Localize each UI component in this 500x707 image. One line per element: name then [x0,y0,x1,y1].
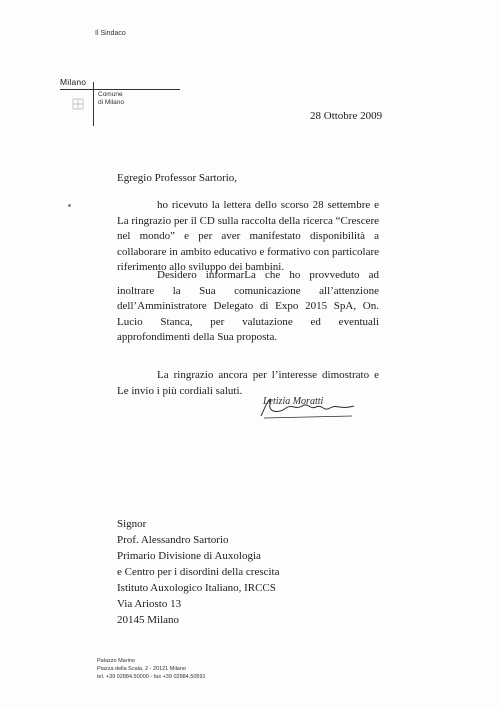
comune-logo [60,72,180,132]
address-line: 20145 Milano [117,614,180,626]
logo-comune-line1: Comune [98,91,123,98]
address-line: Primario Divisione di Auxologia [117,550,261,562]
logo-vertical-rule [93,82,94,126]
footer-line-1: Palazzo Marino [97,658,135,664]
logo-city: Milano [60,77,87,87]
body-paragraph-2: Desidero informarLa che ho provveduto ad inoltrare la Sua comunicazione all’attenzione dell’Amministratore Delegato di Expo 2015 SpA, On. Lucio Stanca, per valutazione ed eventuali approfondimenti della Sua proposta. [117,269,379,343]
address-line: Via Ariosto 13 [117,598,182,610]
logo-horizontal-rule [60,89,180,90]
crest-icon [72,98,84,110]
address-line: Istituto Auxologico Italiano, IRCCS [117,582,276,594]
address-line: e Centro per i disordini della crescita [117,566,280,578]
signature-name: Letizia Moratti [263,396,324,407]
letterhead-footer [97,657,206,681]
office-title: Il Sindaco [95,30,126,37]
body-paragraph-3: La ringrazio ancora per l’interesse dimostrato e Le invio i più cordiali saluti. [117,369,379,397]
footer-line-2: Piazza della Scala, 2 - 20121 Milano [97,666,186,672]
letter-date: 28 Ottobre 2009 [310,110,383,122]
body-paragraph-1: ho ricevuto la lettera dello scorso 28 settembre e La ringrazio per il CD sulla raccolta della ricerca “Crescere nel mondo” e per aver manifestato disponibilità a collaborare in ambito educativo e formativo con particolare riferimento allo sviluppo dei bambini. [117,199,379,273]
paper-speck [68,204,71,207]
salutation: Egregio Professor Sartorio, [117,172,238,184]
recipient-address [117,516,280,628]
logo-comune-text [98,91,178,107]
address-line: Prof. Alessandro Sartorio [117,534,229,546]
logo-comune-line2: di Milano [98,99,125,106]
footer-line-3: tel. +39 02884.50000 - fax +39 02884.50591 [97,674,206,680]
address-line: Signor [117,518,147,530]
